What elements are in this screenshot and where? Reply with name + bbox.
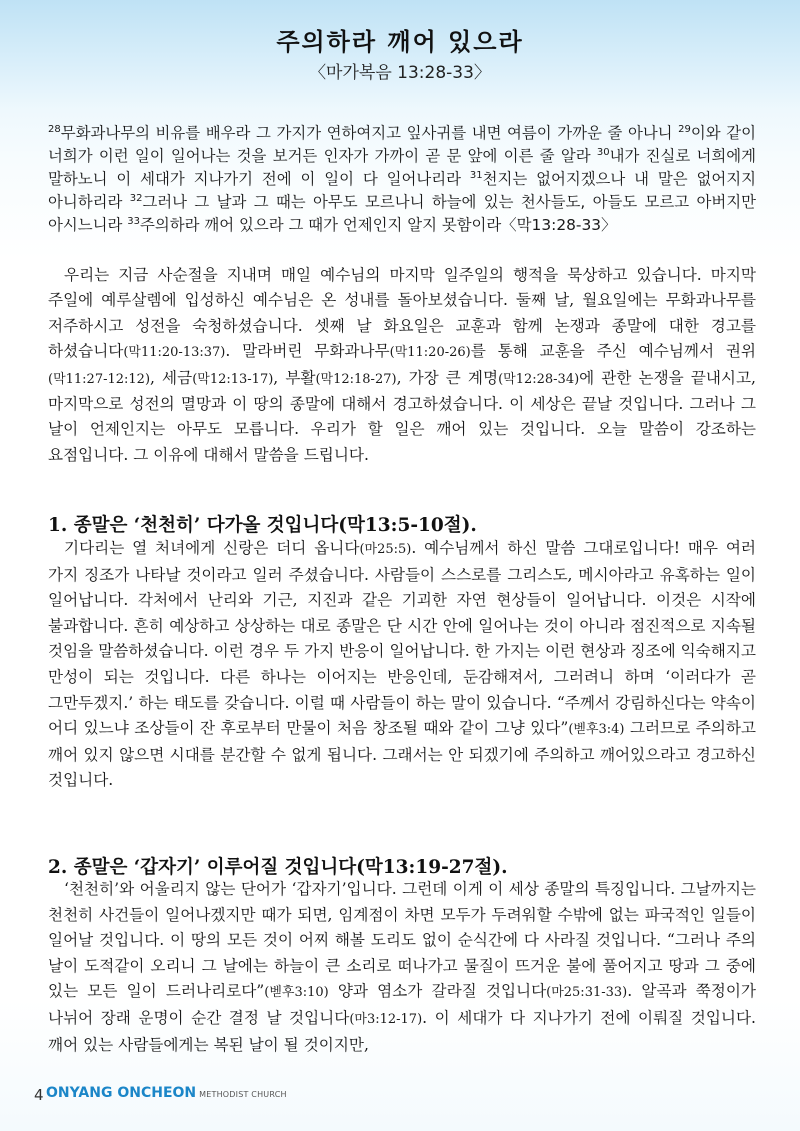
verse-number: 32 (129, 193, 143, 204)
intro-paragraph (48, 263, 756, 468)
verse-text: 그러나 그 날과 그 때는 아무도 모르나니 하늘에 있는 천사들도, 아들도 모르고 아버지만 아시느니라 (48, 193, 756, 234)
section-1-body (48, 536, 756, 794)
verse-number: 30 (596, 147, 610, 158)
page-number: 4 (34, 1086, 44, 1104)
sermon-title: 주의하라 깨어 있으라 (276, 28, 524, 56)
verse-text: 주의하라 깨어 있으라 그 때가 언제인지 알지 못함이라〈막13:28-33〉 (139, 216, 617, 234)
bible-citation: (벧후3:4) (568, 722, 625, 738)
verse-number: 28 (48, 124, 61, 135)
body-text: , 부활 (273, 368, 316, 387)
scripture-reference: 〈마가복음 13:28-33〉 (309, 63, 491, 83)
church-subtitle: METHODIST CHURCH (199, 1090, 287, 1099)
bible-citation: (마25:5) (359, 542, 412, 557)
body-text: , 가장 큰 계명 (396, 368, 499, 387)
verse-text: 내가 진실로 너희에게 말하노니 이 세대가 지나가기 전에 이 일이 다 일어나리라 (48, 147, 757, 188)
body-text: 를 통해 교훈을 주신 예수님께서 권위 (470, 342, 756, 361)
bible-citation: (마3:12-17) (349, 1011, 423, 1027)
church-name: ONYANG ONCHEON (46, 1085, 197, 1101)
body-text: . 말라버린 무화과나무 (225, 342, 390, 361)
body-text: 그러므로 주의하고 깨어 있지 않으면 시대를 분간할 수 없게 됩니다. 그래서는 안 되겠기에 주의하고 깨어있으라고 경고하신 것입니다. (48, 719, 756, 790)
body-text: ‘천천히’와 어울리지 않는 단어가 ‘갑자기’입니다. 그런데 이게 이 세상 종말의 특징입니다. 그날까지는 천천히 사건들이 일어나겠지만 때가 되면, 임계점이 차면 모두가 두려워할 수밖에 없는 파국적인 일들이 일어날 것입니다. 이 땅의 모든 것이 어찌 해볼 도리도 없이 순식간에 다 사라질 것입니다. “그러나 주의 날이 도적같이 오리니 그 날에는 하늘이 큰 소리로 떠나가고 물질이 뜨거운 불에 풀어지고 땅과 그 중에 있는 모든 일이 드러나리로다” (48, 880, 756, 1001)
body-text: 에 관한 논쟁을 끝내시고, 마지막으로 성전의 멸망과 이 땅의 종말에 대해서 경고하셨습니다. 이 세상은 끝날 것입니다. 그러나 그 날이 언제인지는 아무도 모릅니다. 우리가 할 일은 깨어 있는 것입니다. 오늘 말씀이 강조하는 요점입니다. 그 이유에 대해서 말씀을 드립니다. (48, 368, 756, 464)
bible-citation: (막11:20-26) (389, 345, 471, 361)
bible-citation: (막12:18-27) (315, 371, 397, 387)
verse-number: 29 (678, 124, 691, 135)
body-text: 우리는 지금 사순절을 지내며 매일 예수님의 마지막 일주일의 행적을 묵상하고 있습니다. 마지막 주일에 예루살렘에 입성하신 예수님은 온 성내를 돌아보셨습니다. 둘째 날, 월요일에는 무화과나무를 저주하시고 성전을 숙청하셨습니다. 셋째 날 화요일은 교훈과 함께 논쟁과 종말에 대한 경고를 하셨습니다 (48, 266, 756, 361)
section-1-heading: 1. 종말은 ‘천천히’ 다가올 것입니다(막13:5-10절). (48, 515, 477, 536)
scripture-passage (48, 122, 756, 237)
section-2-heading: 2. 종말은 ‘갑자기’ 이루어질 것입니다(막13:19-27절). (48, 857, 508, 878)
body-text: 양과 염소가 갈라질 것입니다 (328, 982, 547, 1001)
verse-number: 33 (127, 216, 140, 227)
body-text: . 이 세대가 다 지나가기 전에 이뤄질 것입니다. 깨어 있는 사람들에게는 복된 날이 될 것이지만, (48, 1008, 756, 1054)
verse-number: 31 (469, 170, 483, 181)
verse-text: 천지는 없어지겠으나 내 말은 없어지지 아니하리라 (48, 170, 757, 211)
body-text: . 알곡과 쭉정이가 나뉘어 장래 운명이 순간 결정 날 것입니다 (48, 982, 756, 1027)
bible-citation: (막12:28-34) (498, 371, 580, 387)
bible-citation: (마25:31-33) (546, 985, 628, 1001)
body-text: , 세금 (150, 368, 193, 387)
page-header (0, 0, 800, 92)
verse-text: 이와 같이 너희가 이런 일이 일어나는 것을 보거든 인자가 가까이 곧 문 앞에 이른 줄 알라 (48, 124, 756, 165)
body-text: 기다리는 열 처녀에게 신랑은 더디 옵니다 (64, 539, 360, 557)
bible-citation: (막11:27-12:12) (48, 371, 151, 387)
body-text: . 예수님께서 하신 말씀 그대로입니다! 매우 여러 가지 징조가 나타날 것이라고 일러 주셨습니다. 사람들이 스스로를 그리스도, 메시아라고 유혹하는 일이 일어납니다. 각처에서 난리와 기근, 지진과 같은 기괴한 자연 현상들이 일어납니다. 이것은 시작에 불과합니다. 흔히 예상하고 상상하는 대로 종말은 단 시간 안에 일어나는 것이 아니라 점진적으로 지속될 것임을 말씀하셨습니다. 이런 경우 두 가지 반응이 일어납니다. 한 가지는 이런 현상과 징조에 익숙해지고 만성이 되는 것입니다. 다른 하나는 이어지는 반응인데, 둔감해져서, 그러려니 하며 ‘이러다가 곧 그만두겠지.’ 하는 태도를 갖습니다. 이럴 때 사람들이 하는 말이 있습니다. “주께서 강림하신다는 약속이 어디 있느냐 조상들이 잔 후로부터 만물이 처음 창조될 때와 같이 그냥 있다” (48, 539, 756, 738)
bible-citation: (벧후3:10) (264, 985, 329, 1001)
bible-citation: (막11:20-13:37) (123, 345, 226, 361)
section-2-body (48, 877, 756, 1058)
verse-text: 무화과나무의 비유를 배우라 그 가지가 연하여지고 잎사귀를 내면 여름이 가까운 줄 아나니 (60, 124, 679, 142)
bible-citation: (막12:13-17) (192, 371, 274, 387)
church-logo (46, 1082, 287, 1101)
